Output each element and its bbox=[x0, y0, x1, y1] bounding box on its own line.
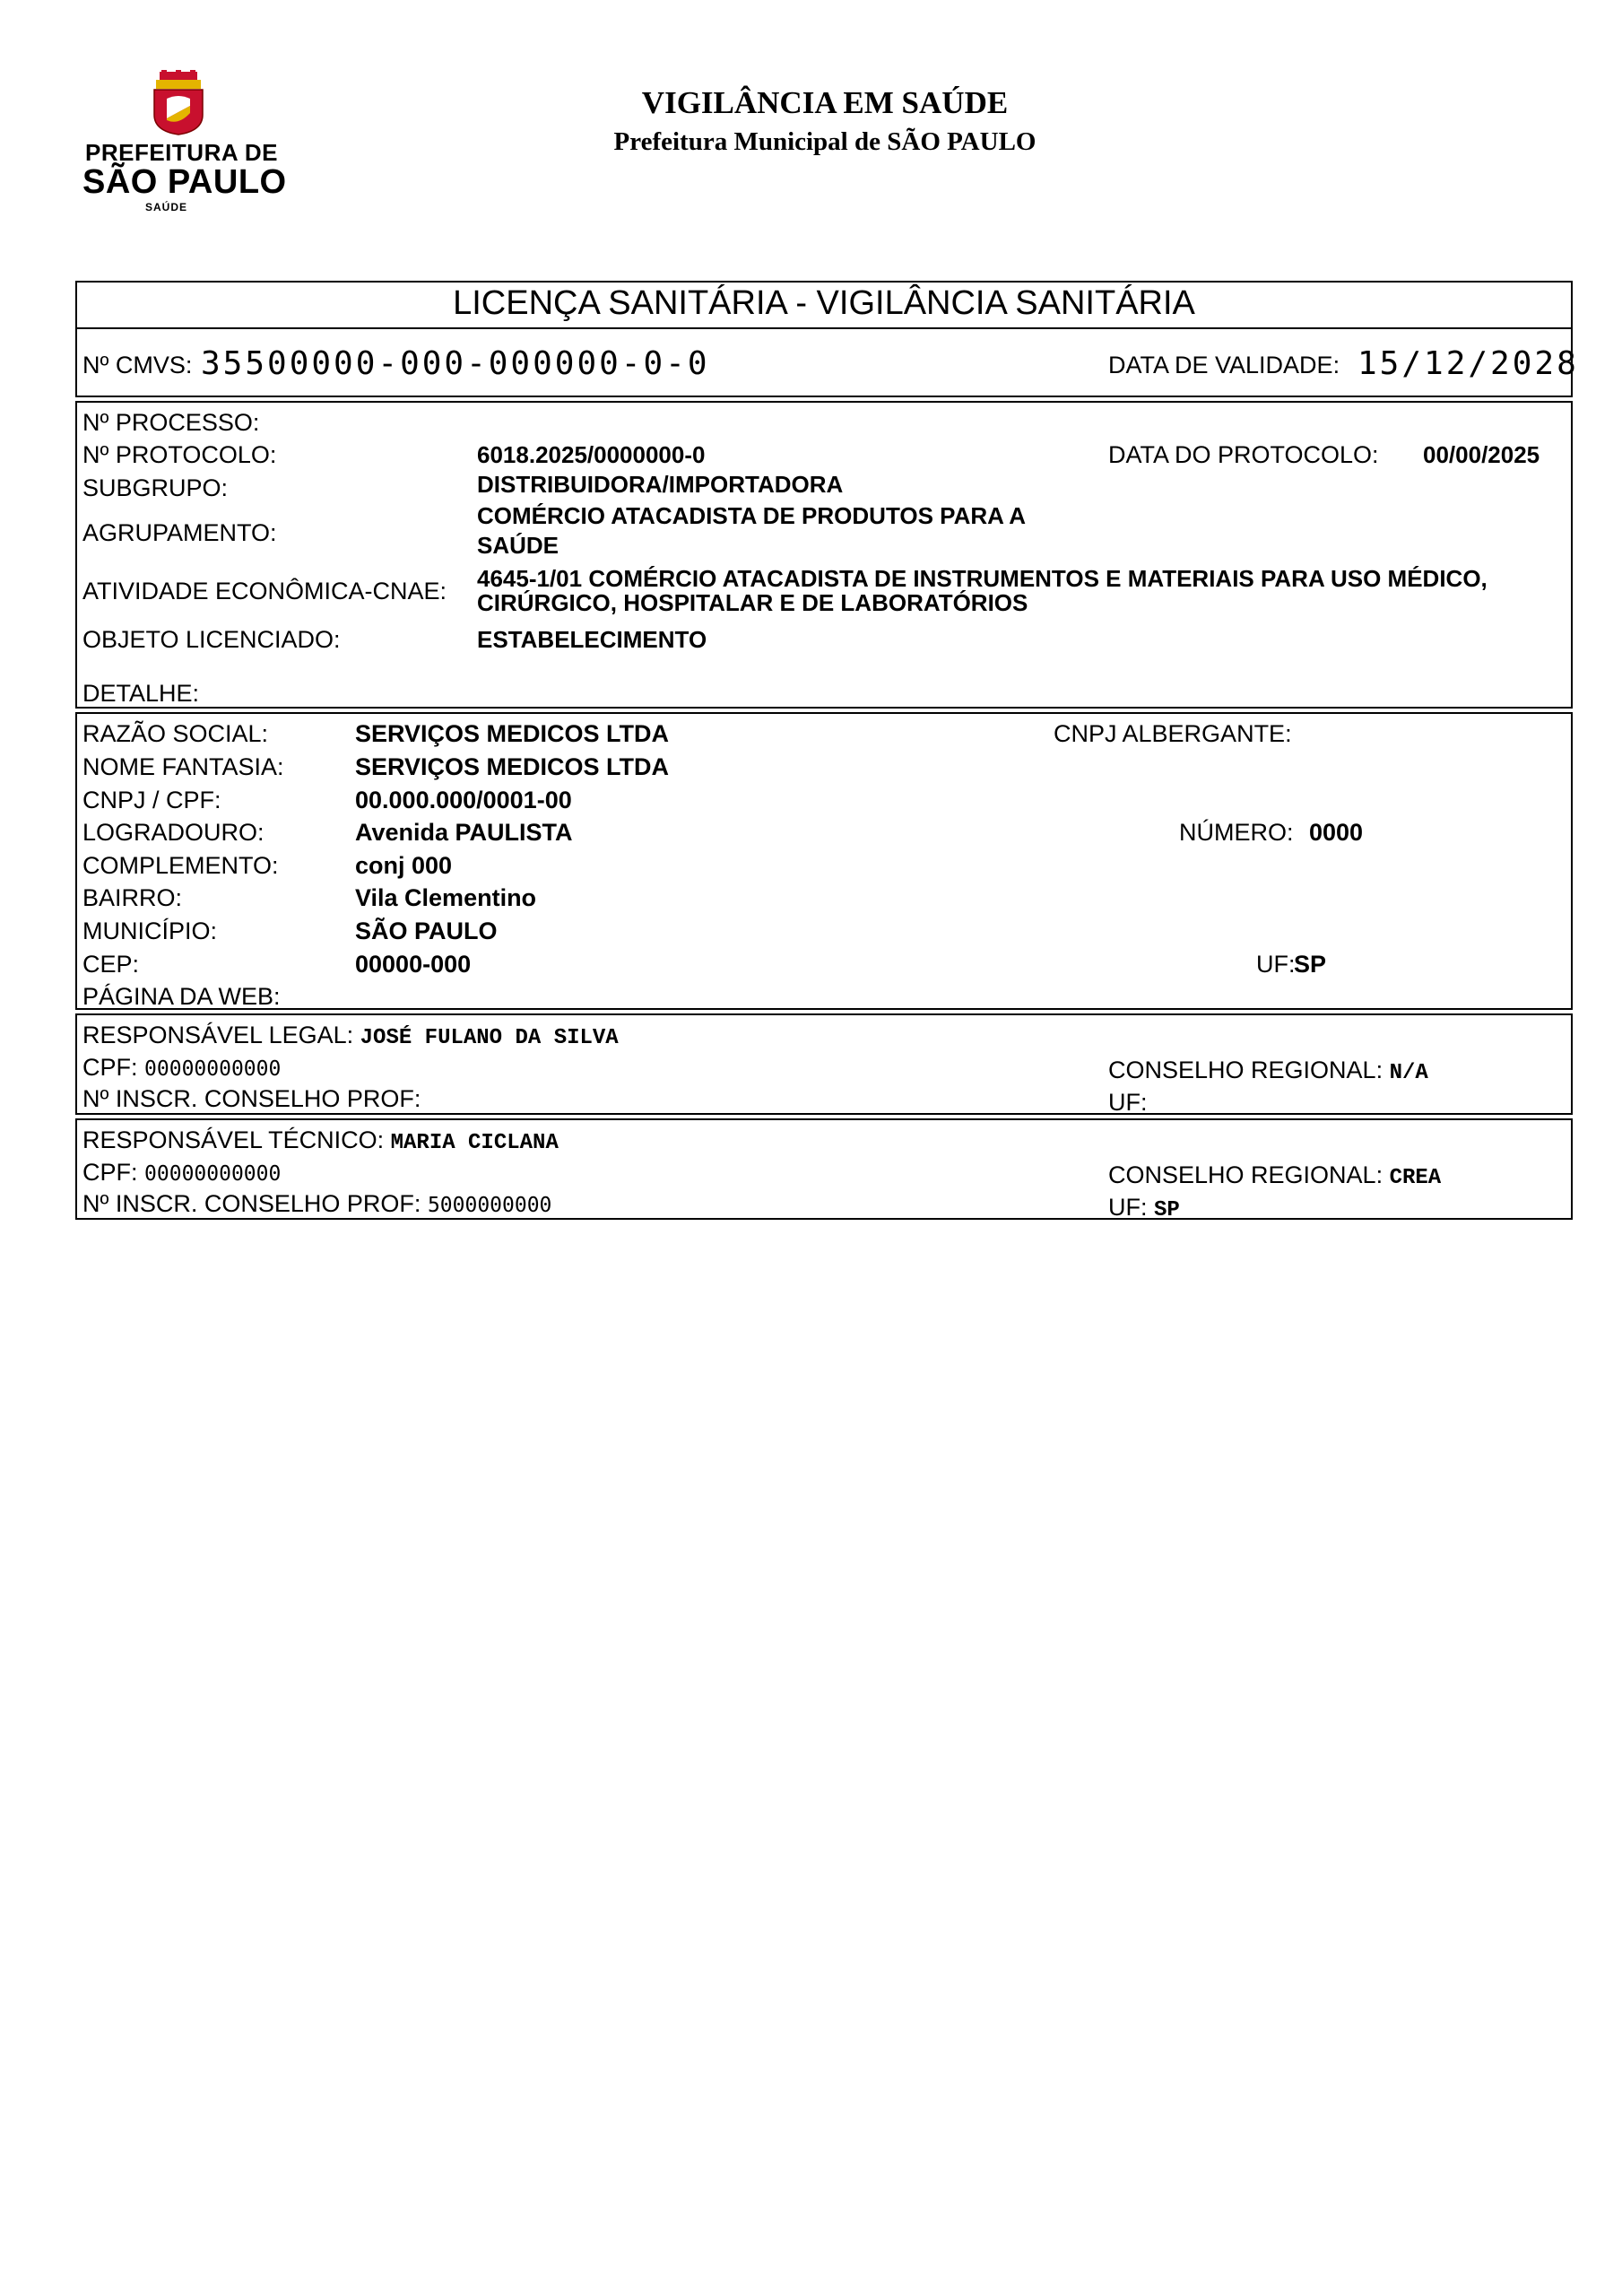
fantasia-value: SERVIÇOS MEDICOS LTDA bbox=[355, 753, 670, 780]
data-protocolo-label: DATA DO PROTOCOLO: bbox=[1108, 441, 1379, 468]
bairro-value: Vila Clementino bbox=[355, 884, 537, 911]
tech-uf bbox=[1108, 1194, 1180, 1222]
cnpj-label: CNPJ / CPF: bbox=[82, 787, 221, 813]
cep-label: CEP: bbox=[82, 951, 140, 978]
agrupamento-value-1: COMÉRCIO ATACADISTA DE PRODUTOS PARA A bbox=[477, 502, 1026, 529]
page-title: VIGILÂNCIA EM SAÚDE bbox=[641, 85, 1009, 120]
tech-inscr-value: 5000000000 bbox=[427, 1194, 552, 1217]
tech-resp-label-text: RESPONSÁVEL TÉCNICO: bbox=[82, 1126, 385, 1153]
legal-cpf-value: 00000000000 bbox=[144, 1057, 282, 1081]
data-protocolo-value: 00/00/2025 bbox=[1423, 441, 1540, 468]
legal-conselho-label: CONSELHO REGIONAL: bbox=[1108, 1057, 1383, 1083]
fantasia-label: NOME FANTASIA: bbox=[82, 753, 284, 780]
logo-text-sao-paulo: SÃO PAULO bbox=[82, 163, 287, 201]
license-title-box bbox=[75, 281, 1579, 397]
legal-conselho-value: N/A bbox=[1389, 1061, 1428, 1085]
agrupamento-value-2: SAÚDE bbox=[477, 532, 559, 559]
subgrupo-label: SUBGRUPO: bbox=[82, 474, 229, 501]
logradouro-value: Avenida PAULISTA bbox=[355, 819, 573, 846]
tech-cpf-value: 00000000000 bbox=[144, 1162, 282, 1186]
tech-cpf bbox=[82, 1159, 281, 1187]
subgrupo-value: DISTRIBUIDORA/IMPORTADORA bbox=[477, 471, 844, 498]
validity-label: DATA DE VALIDADE: bbox=[1108, 352, 1340, 378]
legal-inscr-label: Nº INSCR. CONSELHO PROF: bbox=[82, 1085, 421, 1112]
page-subtitle: Prefeitura Municipal de SÃO PAULO bbox=[613, 127, 1037, 156]
company-box bbox=[75, 712, 1573, 1010]
cnae-value-2: CIRÚRGICO, HOSPITALAR E DE LABORATÓRIOS bbox=[477, 589, 1028, 616]
bairro-label: BAIRRO: bbox=[82, 884, 183, 911]
uf-value: SP bbox=[1294, 951, 1327, 978]
cnae-value-1: 4645-1/01 COMÉRCIO ATACADISTA DE INSTRUMENTOS E MATERIAIS PARA USO MÉDICO, bbox=[477, 565, 1488, 592]
tech-resp-label bbox=[82, 1126, 559, 1155]
agrupamento-label: AGRUPAMENTO: bbox=[82, 519, 277, 546]
license-title: LICENÇA SANITÁRIA - VIGILÂNCIA SANITÁRIA bbox=[453, 284, 1195, 322]
legal-cpf-label: CPF: bbox=[82, 1054, 138, 1081]
numero-value: 0000 bbox=[1309, 819, 1364, 846]
legal-resp-label-text: RESPONSÁVEL LEGAL: bbox=[82, 1022, 354, 1048]
legal-conselho bbox=[1108, 1057, 1428, 1085]
razao-value: SERVIÇOS MEDICOS LTDA bbox=[355, 720, 670, 747]
logo-text-prefeitura: PREFEITURA DE bbox=[85, 139, 278, 166]
razao-label: RAZÃO SOCIAL: bbox=[82, 720, 269, 747]
numero-label: NÚMERO: bbox=[1179, 819, 1294, 846]
tech-inscr-label: Nº INSCR. CONSELHO PROF: bbox=[82, 1190, 421, 1217]
municipio-value: SÃO PAULO bbox=[355, 918, 498, 944]
cmvs-value: 35500000-000-000000-0-0 bbox=[201, 345, 710, 382]
detalhe-label: DETALHE: bbox=[82, 680, 200, 707]
protocolo-label: Nº PROTOCOLO: bbox=[82, 441, 277, 468]
cmvs-label: Nº CMVS: bbox=[82, 352, 193, 378]
title-divider bbox=[77, 327, 1571, 329]
complemento-label: COMPLEMENTO: bbox=[82, 852, 279, 879]
tech-conselho-value: CREA bbox=[1389, 1166, 1442, 1190]
cnpj-value: 00.000.000/0001-00 bbox=[355, 787, 572, 813]
tech-inscr bbox=[82, 1190, 551, 1218]
legal-resp-value: JOSÉ FULANO DA SILVA bbox=[360, 1026, 619, 1050]
legal-responsible-box bbox=[75, 1013, 1573, 1115]
municipio-label: MUNICÍPIO: bbox=[82, 918, 218, 944]
complemento-value: conj 000 bbox=[355, 852, 453, 879]
legal-resp-label bbox=[82, 1022, 619, 1050]
tech-conselho bbox=[1108, 1161, 1441, 1190]
logo-text-saude: SAÚDE bbox=[145, 201, 188, 213]
objeto-value: ESTABELECIMENTO bbox=[477, 626, 707, 653]
processo-label: Nº PROCESSO: bbox=[82, 409, 260, 436]
process-box bbox=[75, 401, 1573, 709]
validity-value: 15/12/2028 bbox=[1357, 345, 1579, 382]
technical-responsible-box bbox=[75, 1118, 1573, 1220]
logradouro-label: LOGRADOURO: bbox=[82, 819, 265, 846]
tech-uf-value: SP bbox=[1154, 1198, 1180, 1222]
uf-label: UF: bbox=[1256, 951, 1296, 978]
cnpj-albergante-label: CNPJ ALBERGANTE: bbox=[1054, 720, 1292, 747]
protocolo-value: 6018.2025/0000000-0 bbox=[477, 441, 706, 468]
tech-uf-label: UF: bbox=[1108, 1194, 1148, 1221]
tech-cpf-label: CPF: bbox=[82, 1159, 138, 1186]
tech-conselho-label: CONSELHO REGIONAL: bbox=[1108, 1161, 1383, 1188]
cnae-label: ATIVIDADE ECONÔMICA-CNAE: bbox=[82, 578, 447, 604]
legal-uf-label: UF: bbox=[1108, 1089, 1148, 1116]
web-label: PÁGINA DA WEB: bbox=[82, 983, 281, 1010]
legal-cpf bbox=[82, 1054, 281, 1082]
cep-value: 00000-000 bbox=[355, 951, 472, 978]
tech-resp-value: MARIA CICLANA bbox=[390, 1131, 559, 1155]
objeto-label: OBJETO LICENCIADO: bbox=[82, 626, 341, 653]
